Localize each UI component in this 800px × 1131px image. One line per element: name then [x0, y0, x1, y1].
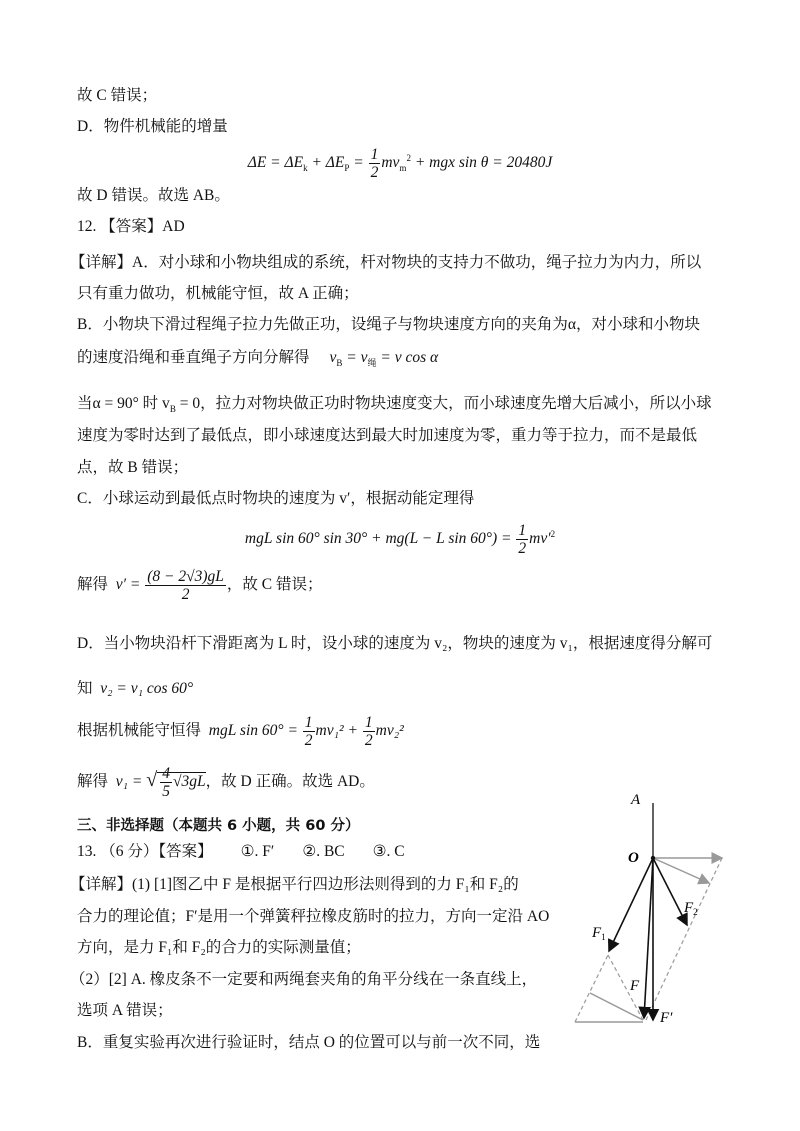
text: 的速度沿绳和垂直绳子方向分解得	[77, 349, 310, 366]
text-line: 合力的理论值；F′是用一个弹簧秤拉橡皮筋时的拉力，方向一定沿 AO	[77, 908, 550, 925]
text-line: （2）[2] A. 橡皮条不一定要和两绳套夹角的角平分线在一条直线上，	[70, 971, 538, 988]
formula-part: v′ =	[115, 576, 145, 594]
formula-v2: v₂ = v₁ cos 60°	[100, 680, 194, 697]
formula-part: mv	[381, 154, 400, 172]
formula-part: mgL sin 60° =	[208, 722, 302, 740]
label-F2: $F_2$	[684, 900, 698, 917]
text: 13. （6 分）【答案】	[77, 843, 213, 860]
formula-part: ΔE = ΔE	[247, 154, 304, 172]
formula-part: mv′	[529, 530, 551, 548]
text: ，故 C 错误；	[226, 576, 323, 594]
text-line: 点，故 B 错误；	[77, 459, 189, 476]
grey-arrow	[653, 858, 709, 883]
denominator: 2	[518, 540, 527, 557]
label-O: O	[628, 850, 639, 866]
formula-part: v₁ =	[115, 773, 147, 791]
formula-sub: 绳	[367, 358, 377, 369]
formula-part: v	[329, 349, 337, 366]
arrow-F2	[653, 858, 687, 925]
formula-v1: v₁ = √ $\frac{4}{5}$ √3gL	[115, 765, 206, 800]
text-line: D．当小物块沿杆下滑距离为 L 时，设小球的速度为 v₂，物块的速度为 v₁，根据速度得分解可	[77, 635, 713, 652]
formula-part: mgL sin 60° sin 30° + mg(L − L sin 60°) =	[244, 530, 516, 548]
numerator: 1	[304, 714, 313, 731]
text-line: 方向，是力 F₁和 F₂的合力的实际测量值；	[77, 939, 361, 956]
answer-item: ②. BC	[302, 843, 345, 860]
formula-part: = v cos α	[376, 349, 439, 366]
denominator: 2	[181, 586, 190, 603]
dashed-line	[646, 858, 722, 1020]
text-line: 只有重力做功，机械能守恒，故 A 正确；	[77, 285, 359, 302]
arrow-F1	[609, 858, 653, 951]
text-line: C．小球运动到最低点时物块的速度为 v′，根据动能定理得	[77, 490, 475, 507]
text-line: 【详解】A．对小球和小物块组成的系统，杆对物块的支持力不做功，绳子拉力为内力，所以	[70, 254, 702, 271]
denominator: 2	[364, 732, 373, 749]
formula-sub: B	[336, 358, 343, 369]
answer-12: 12. 【答案】AD	[77, 218, 185, 235]
text: 解得	[77, 773, 109, 791]
formula-sup: 2	[550, 528, 556, 539]
text-line: B．小物块下滑过程绳子拉力先做正功，设绳子与物块速度方向的夹角为α，对小球和小物块	[77, 316, 700, 333]
formula-part: + mgx sin θ = 20480J	[410, 154, 553, 172]
formula-sup: 2	[406, 152, 411, 163]
point-O	[651, 856, 655, 860]
answer-item: ①. F′	[240, 843, 275, 860]
text-line: 选项 A 错误；	[77, 1002, 173, 1019]
formula-sub: m	[399, 163, 407, 174]
label-F-prime: F′	[660, 1010, 673, 1026]
numerator: 1	[370, 146, 379, 163]
numerator: (8 − 2√3)gL	[147, 568, 224, 585]
text-line: 速度为零时达到了最低点，即小球速度达到最大时加速度为零，重力等于拉力，而不是最低	[77, 427, 698, 444]
label-F1: $F_1$	[592, 925, 606, 942]
denominator: 2	[370, 164, 379, 181]
formula-part: mv₂²	[375, 722, 404, 740]
text: 根据机械能守恒得	[77, 722, 202, 740]
label-F: F	[630, 978, 640, 994]
formula-sub: k	[303, 163, 308, 174]
label-A: A	[631, 792, 641, 808]
text: ，故 D 正确。故选 AD。	[205, 773, 375, 791]
text: 知	[77, 680, 93, 697]
formula-part: + ΔE	[307, 154, 345, 172]
numerator: 4	[162, 765, 170, 782]
formula-part: mv₁² +	[315, 722, 362, 740]
arrow-F	[644, 858, 653, 1018]
text: 解得	[77, 576, 109, 594]
text-line: 【详解】(1) [1]图乙中 F 是根据平行四边形法则得到的力 F₁和 F₂的	[70, 876, 519, 893]
text-line: 故 C 错误；	[77, 87, 158, 104]
formula-part: √3gL	[172, 773, 206, 791]
formula-part: =	[349, 154, 368, 172]
formula-part: = v	[342, 349, 368, 366]
text-line: D．物件机械能的增量	[77, 118, 228, 135]
answer-item: ③. C	[372, 843, 405, 860]
dashed-line	[575, 955, 608, 1022]
denominator: 2	[304, 732, 313, 749]
formula-sub: P	[344, 163, 350, 174]
text-line: B．重复实验再次进行验证时，结点 O 的位置可以与前一次不同，选	[77, 1034, 541, 1051]
numerator: 1	[518, 522, 527, 539]
formula-sub: B	[169, 404, 176, 415]
text-line: 故 D 错误。故选 AB。	[77, 187, 230, 204]
text: 当α = 90° 时 v	[77, 395, 170, 412]
numerator: 1	[364, 714, 373, 731]
section-heading: 三、非选择题（本题共 6 小题，共 60 分）	[77, 818, 360, 834]
text: = 0，拉力对物块做正功时物块速度变大，而小球速度先增大后减小，所以小球	[175, 395, 712, 412]
denominator: 5	[162, 783, 170, 800]
